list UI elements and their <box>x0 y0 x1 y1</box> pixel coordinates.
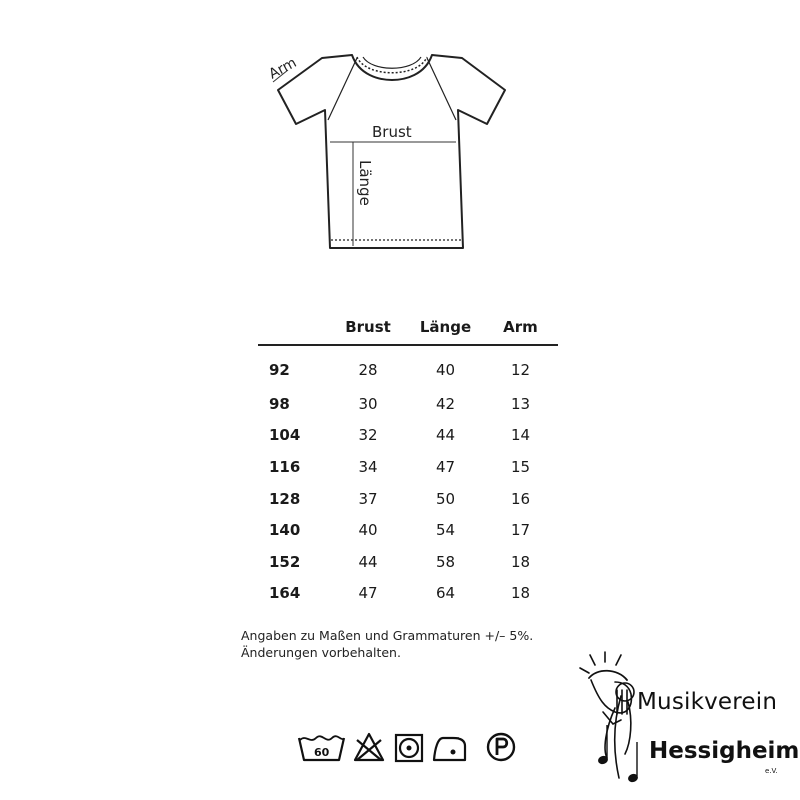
size-table <box>258 312 558 609</box>
table-row <box>258 420 558 452</box>
tumble-dry-dot <box>407 746 412 751</box>
table-row <box>258 388 558 420</box>
tshirt-outline <box>278 55 505 248</box>
laenge-cell: 50 <box>435 489 456 508</box>
logo-word-hessigheim: Hessigheim <box>649 738 800 764</box>
logo-word-musikverein: Musikverein <box>637 689 778 715</box>
arm-label: Arm <box>266 54 300 83</box>
laenge-label: Länge <box>356 160 374 206</box>
dry-clean-p-icon <box>488 734 514 760</box>
table-row <box>258 345 558 388</box>
laenge-cell: 64 <box>435 584 456 603</box>
brust-cell: 30 <box>358 394 378 413</box>
neckline-stitch <box>357 57 427 73</box>
tuba-icon <box>575 650 800 790</box>
table-row <box>258 451 558 483</box>
arm-cell: 18 <box>510 552 531 571</box>
arm-cell: 14 <box>510 426 531 445</box>
header-brust: Brust <box>328 312 408 345</box>
table-row <box>258 483 558 515</box>
arm-cell: 12 <box>510 361 531 379</box>
arm-cell: 16 <box>510 489 531 508</box>
neckline-inner <box>363 57 421 68</box>
brust-cell: 28 <box>358 361 378 379</box>
no-bleach-icon <box>355 734 383 760</box>
iron-dot <box>451 750 456 755</box>
arm-cell: 13 <box>510 394 531 413</box>
disclaimer-line-2: Änderungen vorbehalten. <box>241 645 401 660</box>
logo-suffix: e.V. <box>765 767 778 775</box>
header-laenge: Länge <box>408 312 483 345</box>
brust-cell: 40 <box>358 521 378 540</box>
brust-cell: 37 <box>358 489 378 508</box>
disclaimer-text <box>241 627 621 661</box>
size-cell: 116 <box>269 457 301 476</box>
laenge-cell: 42 <box>435 394 456 413</box>
laenge-cell: 58 <box>435 552 456 571</box>
arm-cell: 18 <box>510 584 531 603</box>
tshirt-measurement-diagram <box>262 40 522 260</box>
disclaimer-line-1: Angaben zu Maßen und Grammaturen +/– 5%. <box>241 628 534 643</box>
laenge-cell: 47 <box>435 457 456 476</box>
brust-label: Brust <box>372 123 412 141</box>
laenge-cell: 40 <box>435 361 456 379</box>
laenge-cell: 44 <box>435 426 456 445</box>
musikverein-logo <box>575 650 800 790</box>
laenge-cell: 54 <box>435 521 456 540</box>
wash-temp-label: 60 <box>314 746 330 759</box>
raglan-seam-right <box>427 58 456 120</box>
arm-cell: 17 <box>510 521 531 540</box>
brust-cell: 44 <box>358 552 378 571</box>
size-cell: 98 <box>269 394 290 413</box>
header-size <box>258 312 328 345</box>
table-row <box>258 578 558 610</box>
table-row <box>258 514 558 546</box>
brust-cell: 47 <box>358 584 378 603</box>
size-cell: 164 <box>269 584 301 603</box>
raglan-seam-left <box>328 58 357 120</box>
arm-cell: 15 <box>510 457 531 476</box>
table-header-row <box>258 312 558 345</box>
size-cell: 104 <box>269 426 301 445</box>
size-cell: 140 <box>269 521 301 540</box>
iron-icon <box>434 738 465 760</box>
brust-cell: 32 <box>358 426 378 445</box>
size-cell: 92 <box>269 361 290 379</box>
size-cell: 152 <box>269 552 301 571</box>
header-arm: Arm <box>483 312 558 345</box>
size-cell: 128 <box>269 489 301 508</box>
care-symbols <box>297 728 537 764</box>
table-row <box>258 546 558 578</box>
brust-cell: 34 <box>358 457 378 476</box>
